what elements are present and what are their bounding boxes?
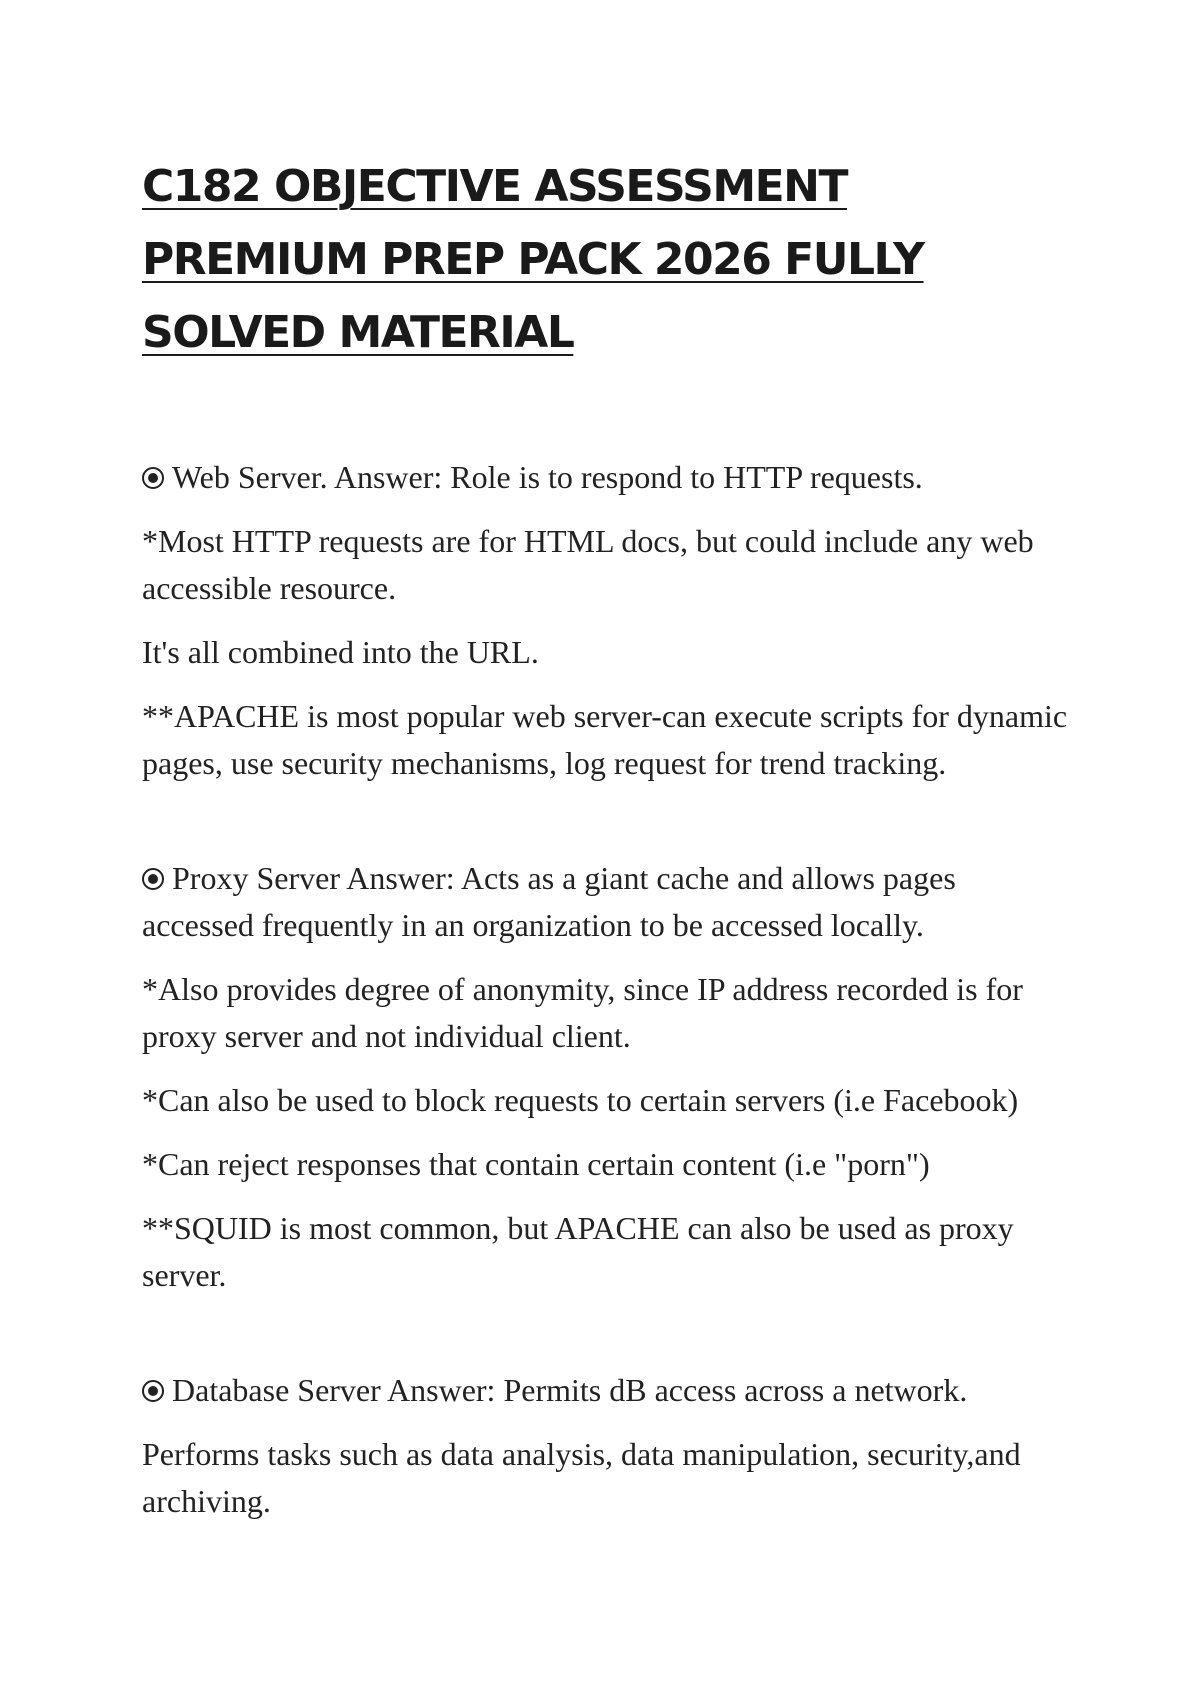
document-page [142, 150, 1072, 1525]
answer-note: Performs tasks such as data analysis, data manipulation, security,and archiving. [142, 1436, 1021, 1519]
question-line [142, 454, 1072, 501]
qa-item-proxy-server [142, 855, 1072, 1299]
answer-note: **SQUID is most common, but APACHE can also be used as proxy server. [142, 1210, 1014, 1293]
question-text: Database Server Answer: Permits dB access across a network. [172, 1372, 968, 1408]
qa-item-web-server [142, 454, 1072, 787]
answer-note: *Can reject responses that contain certain content (i.e "porn") [142, 1146, 930, 1182]
question-line [142, 1367, 1072, 1414]
answer-note: It's all combined into the URL. [142, 634, 539, 670]
answer-note: *Also provides degree of anonymity, since IP address recorded is for proxy server and not individual client. [142, 971, 1023, 1054]
question-text: Web Server. Answer: Role is to respond to HTTP requests. [172, 459, 923, 495]
answer-note: **APACHE is most popular web server-can execute scripts for dynamic pages, use security mechanisms, log request for trend tracking. [142, 698, 1068, 781]
question-line [142, 855, 1072, 949]
radio-bullet-icon [142, 467, 164, 489]
question-text: Proxy Server Answer: Acts as a giant cache and allows pages accessed frequently in an organization to be accessed locally. [142, 860, 956, 943]
radio-bullet-icon [142, 1380, 164, 1402]
qa-list [142, 454, 1072, 1525]
radio-bullet-icon [142, 868, 164, 890]
document-title: C182 OBJECTIVE ASSESSMENT PREMIUM PREP PACK 2026 FULLY SOLVED MATERIAL [142, 161, 924, 358]
answer-note: *Most HTTP requests are for HTML docs, but could include any web accessible resource. [142, 523, 1034, 606]
answer-note: *Can also be used to block requests to certain servers (i.e Facebook) [142, 1082, 1019, 1118]
qa-item-database-server [142, 1367, 1072, 1525]
